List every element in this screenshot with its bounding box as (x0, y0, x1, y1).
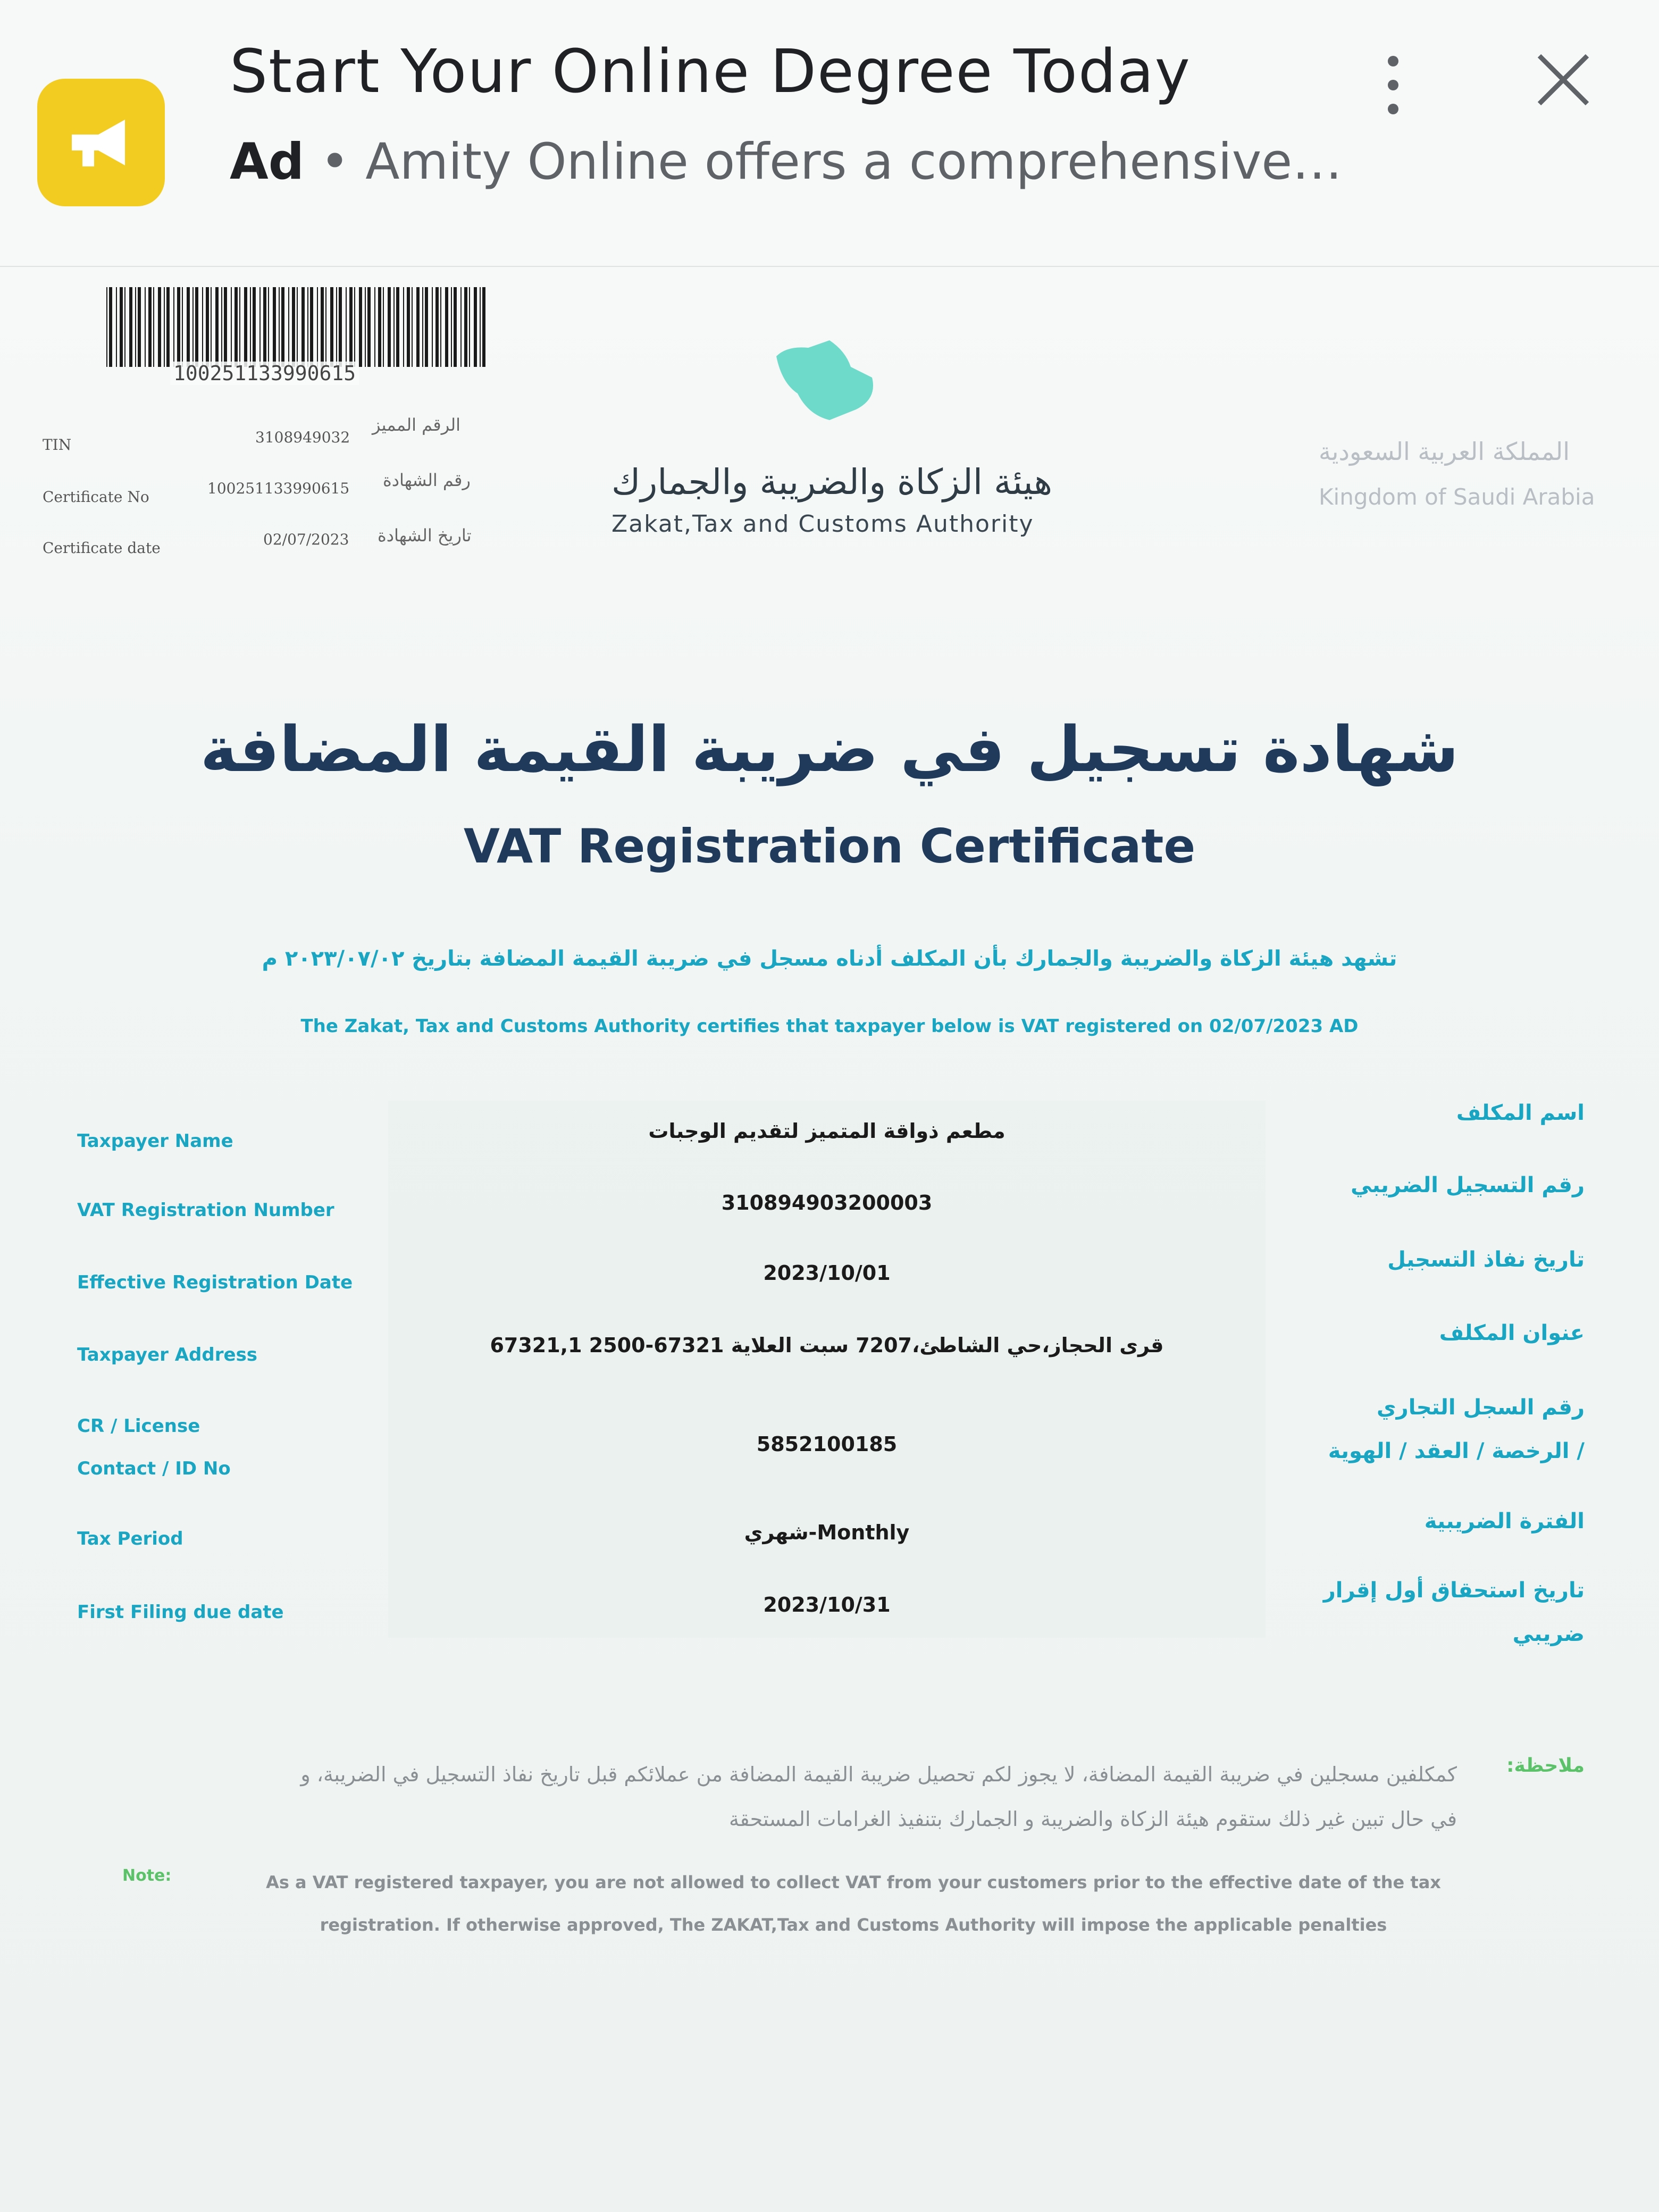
cr-license-label-ar-line1: رقم السجل التجاري (1377, 1395, 1585, 1420)
barcode-bar (109, 287, 112, 367)
cr-license-label-en-line2: Contact / ID No (77, 1458, 231, 1479)
address-label-en: Taxpayer Address (77, 1344, 258, 1365)
barcode-bar (177, 287, 180, 367)
authority-name-en: Zakat,Tax and Customs Authority (611, 510, 1034, 538)
barcode-bar (396, 287, 399, 367)
first-filing-label-ar-line2: ضريبي (1512, 1622, 1585, 1646)
barcode-bar (325, 287, 326, 367)
first-filing-label-ar-line1: تاريخ استحقاق أول إقرار (1323, 1578, 1585, 1603)
tax-period-value: Monthly-شهري (744, 1521, 910, 1544)
effective-date-label-ar: تاريخ نفاذ التسجيل (1387, 1247, 1585, 1272)
tin-value: 3108949032 (255, 429, 350, 446)
ad-badge: Ad (230, 133, 305, 191)
barcode-bar (202, 287, 203, 367)
barcode-bar (158, 287, 161, 367)
barcode-bar (224, 287, 227, 367)
barcode-bar (354, 287, 355, 367)
barcode-bar (288, 287, 289, 367)
barcode-bar (263, 287, 266, 367)
barcode-bar (221, 287, 222, 367)
saudi-map-logo-icon (766, 335, 883, 425)
barcode-bar (195, 287, 198, 367)
address-label-ar: عنوان المكلف (1439, 1321, 1585, 1345)
ad-description: Amity Online offers a comprehensive… (365, 133, 1343, 191)
barcode-bar (187, 287, 190, 367)
note-text-ar: كمكلفين مسجلين في ضريبة القيمة المضافة، لا يجوز لكم تحصيل ضريبة القيمة المضافة من عملائكم قبل تاريخ نفاذ التسجيل في الضريبة، و في حال تبين غير ذلك ستقوم هيئة الزكاة والضريبة و الجمارك بتنفيذ الغرامات المستحقة (300, 1763, 1457, 1831)
certificate-title-ar: شهادة تسجيل في ضريبة القيمة المضافة (200, 713, 1459, 786)
barcode-bar (460, 287, 462, 367)
barcode-bar (250, 287, 251, 367)
barcode-bar (388, 287, 391, 367)
barcode-bar (359, 287, 362, 367)
barcode-bar (339, 287, 342, 367)
first-filing-label-en: First Filing due date (77, 1602, 284, 1623)
vat-number-value: 310894903200003 (721, 1191, 933, 1214)
barcode-bar (374, 287, 375, 367)
barcode-bar (166, 287, 170, 367)
barcode-bar (445, 287, 448, 367)
barcode-bar (412, 287, 413, 367)
barcode-bar (281, 287, 284, 367)
ad-title[interactable]: Start Your Online Degree Today (230, 37, 1191, 106)
barcode-bar (365, 287, 366, 367)
barcode-bar (273, 287, 276, 367)
barcode-bar (378, 287, 381, 367)
barcode-bar (403, 287, 404, 367)
barcode-bar (317, 287, 318, 367)
barcode-bar (482, 287, 485, 367)
effective-date-value: 2023/10/01 (763, 1261, 891, 1285)
barcode-bar (138, 287, 141, 367)
megaphone-icon (37, 79, 165, 206)
barcode-bar (440, 287, 441, 367)
first-filing-value: 2023/10/31 (763, 1593, 891, 1616)
barcode-bar (425, 287, 428, 367)
more-vert-icon[interactable] (1361, 48, 1425, 122)
barcode-bar (416, 287, 420, 367)
barcode-bar (239, 287, 240, 367)
barcode-bar (279, 287, 280, 367)
tax-period-label-ar: الفترة الضريبية (1424, 1509, 1585, 1534)
barcode-bar (346, 287, 347, 367)
barcode-bar (182, 287, 183, 367)
barcode-bar (231, 287, 232, 367)
barcode-bar (297, 287, 298, 367)
cr-license-label-ar-line2: / الرخصة / العقد / الهوية (1328, 1439, 1585, 1463)
barcode-bar (135, 287, 136, 367)
barcode-bar (106, 287, 107, 367)
barcode-bar (292, 287, 295, 367)
address-value: قرى الحجاز،حي الشاطئ،7207 سبت العلاية 67321-2500 67321,1 (490, 1334, 1164, 1357)
barcode-bar (244, 287, 247, 367)
details-table (388, 1101, 1266, 1638)
barcode-bar (301, 287, 305, 367)
barcode-bar (330, 287, 333, 367)
barcode-bar (349, 287, 353, 367)
ad-subtitle[interactable] (230, 133, 1342, 191)
barcode-bar (164, 287, 165, 367)
taxpayer-name-value: مطعم ذواقة المتميز لتقديم الوجبات (648, 1119, 1006, 1143)
kingdom-name-en: Kingdom of Saudi Arabia (1319, 484, 1595, 510)
barcode-bar (422, 287, 423, 367)
barcode-number: 100251133990615 (170, 362, 359, 385)
barcode-bar (211, 287, 212, 367)
authority-name-ar: هيئة الزكاة والضريبة والجمارك (611, 462, 1053, 502)
cert-date-value: 02/07/2023 (263, 531, 349, 548)
barcode-bar (435, 287, 439, 367)
cert-date-label-en: Certificate date (43, 539, 161, 557)
taxpayer-name-label-ar: اسم المكلف (1456, 1101, 1585, 1125)
tin-label-ar: الرقم المميز (372, 415, 461, 435)
barcode-bar (173, 287, 174, 367)
barcode-bar (393, 287, 395, 367)
barcode-bar (116, 287, 117, 367)
barcode-bar (307, 287, 308, 367)
barcode-bar (321, 287, 324, 367)
barcode-bar (310, 287, 313, 367)
ad-separator: • (320, 133, 350, 191)
certifies-statement-ar: تشهد هيئة الزكاة والضريبة والجمارك بأن المكلف أدناه مسجل في ضريبة القيمة المضافة بتاريخ ٢٠٢٣/٠٧/٠٢ م (262, 946, 1397, 971)
barcode-bar (145, 287, 146, 367)
barcode-bar (367, 287, 371, 367)
barcode-bar (153, 287, 154, 367)
cert-no-value: 100251133990615 (207, 480, 350, 497)
kingdom-name-ar: المملكة العربية السعودية (1319, 437, 1570, 466)
barcode-bar (215, 287, 219, 367)
barcode-bar (474, 287, 477, 367)
barcode-bar (206, 287, 209, 367)
barcode-bar (454, 287, 457, 367)
barcode-bar (234, 287, 238, 367)
barcode-bar (268, 287, 269, 367)
taxpayer-name-label-en: Taxpayer Name (77, 1130, 233, 1152)
barcode-bar (192, 287, 194, 367)
barcode-bar (336, 287, 337, 367)
barcode-bar (383, 287, 384, 367)
cert-no-label-en: Certificate No (43, 488, 149, 506)
barcode-bar (469, 287, 470, 367)
barcode-bar (129, 287, 132, 367)
certifies-statement-en: The Zakat, Tax and Customs Authority certifies that taxpayer below is VAT registered on 02/07/2023 AD (300, 1016, 1359, 1037)
vat-number-label-en: VAT Registration Number (77, 1200, 334, 1221)
close-icon[interactable] (1531, 43, 1595, 117)
ad-banner[interactable] (0, 0, 1659, 267)
note-text-en: As a VAT registered taxpayer, you are not allowed to collect VAT from your customers prior to the effective date of the tax registration. If otherwise approved, The ZAKAT,Tax and Customs Authority will impose the applicable penalties (266, 1872, 1441, 1935)
certificate-title-en: VAT Registration Certificate (463, 819, 1196, 874)
cert-no-label-ar: رقم الشهادة (383, 470, 471, 490)
cr-license-value: 5852100185 (756, 1432, 898, 1456)
barcode-bar (432, 287, 433, 367)
barcode-bar (464, 287, 467, 367)
tax-period-label-en: Tax Period (77, 1528, 183, 1549)
note-label-ar: ملاحظة: (1506, 1755, 1585, 1777)
tin-label-en: TIN (43, 436, 72, 454)
cr-license-label-en-line1: CR / License (77, 1415, 200, 1437)
note-label-en: Note: (122, 1866, 172, 1885)
barcode-bar (253, 287, 256, 367)
barcode-bar (120, 287, 123, 367)
vat-number-label-ar: رقم التسجيل الضريبي (1351, 1173, 1585, 1197)
barcode-bar (259, 287, 261, 367)
barcode-bar (480, 287, 481, 367)
cert-date-label-ar: تاريخ الشهادة (378, 525, 472, 546)
barcode-bar (148, 287, 152, 367)
barcode-bar (451, 287, 452, 367)
barcode-bar (124, 287, 125, 367)
effective-date-label-en: Effective Registration Date (77, 1272, 353, 1293)
barcode-bar (407, 287, 410, 367)
